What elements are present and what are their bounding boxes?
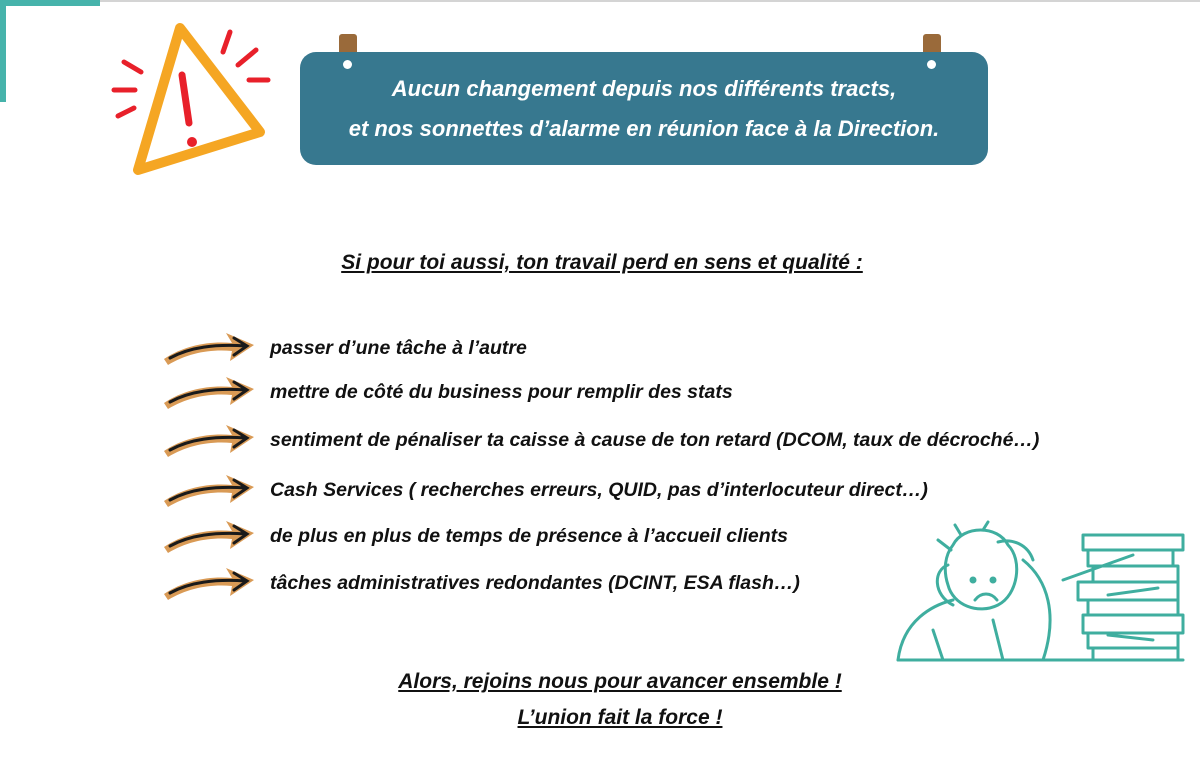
list-item-label: mettre de côté du business pour remplir des stats: [270, 380, 733, 403]
list-item-label: passer d’une tâche à l’autre: [270, 336, 527, 359]
list-item: [160, 563, 800, 603]
closing-line-1: Alors, rejoins nous pour avancer ensemble !: [398, 670, 842, 693]
list-item-label: de plus en plus de temps de présence à l’accueil clients: [270, 524, 789, 547]
banner-hole: [927, 60, 936, 69]
banner-hole: [343, 60, 352, 69]
section-heading: Si pour toi aussi, ton travail perd en sens et qualité :: [341, 251, 863, 274]
list-item: [160, 372, 733, 412]
list-item: [160, 328, 527, 368]
list-item: [160, 516, 788, 556]
closing-line-2: L’union fait la force !: [517, 706, 723, 729]
list-item-label: Cash Services ( recherches erreurs, QUID, pas d’interlocuteur direct…): [270, 478, 928, 501]
stressed-person-illustration: [893, 520, 1193, 665]
arrow-icon: [160, 471, 258, 509]
arrow-icon: [160, 373, 258, 411]
list-item-label: tâches administratives redondantes (DCINT, ESA flash…): [270, 571, 800, 594]
list-item: [160, 420, 1039, 460]
banner-line-2: et nos sonnettes d’alarme en réunion face à la Direction.: [348, 115, 940, 141]
arrow-icon: [160, 329, 258, 367]
warning-icon: [108, 20, 273, 180]
arrow-icon: [160, 421, 258, 459]
arrow-icon: [160, 517, 258, 555]
top-divider: [0, 0, 1200, 2]
list-item: [160, 470, 928, 510]
banner-line-1: Aucun changement depuis nos différents tracts,: [391, 75, 897, 101]
arrow-icon: [160, 564, 258, 602]
corner-decoration-vertical: [0, 0, 6, 102]
alert-banner: [300, 52, 988, 165]
corner-decoration: [0, 0, 100, 6]
list-item-label: sentiment de pénaliser ta caisse à cause de ton retard (DCOM, taux de décroché…): [270, 428, 1040, 451]
